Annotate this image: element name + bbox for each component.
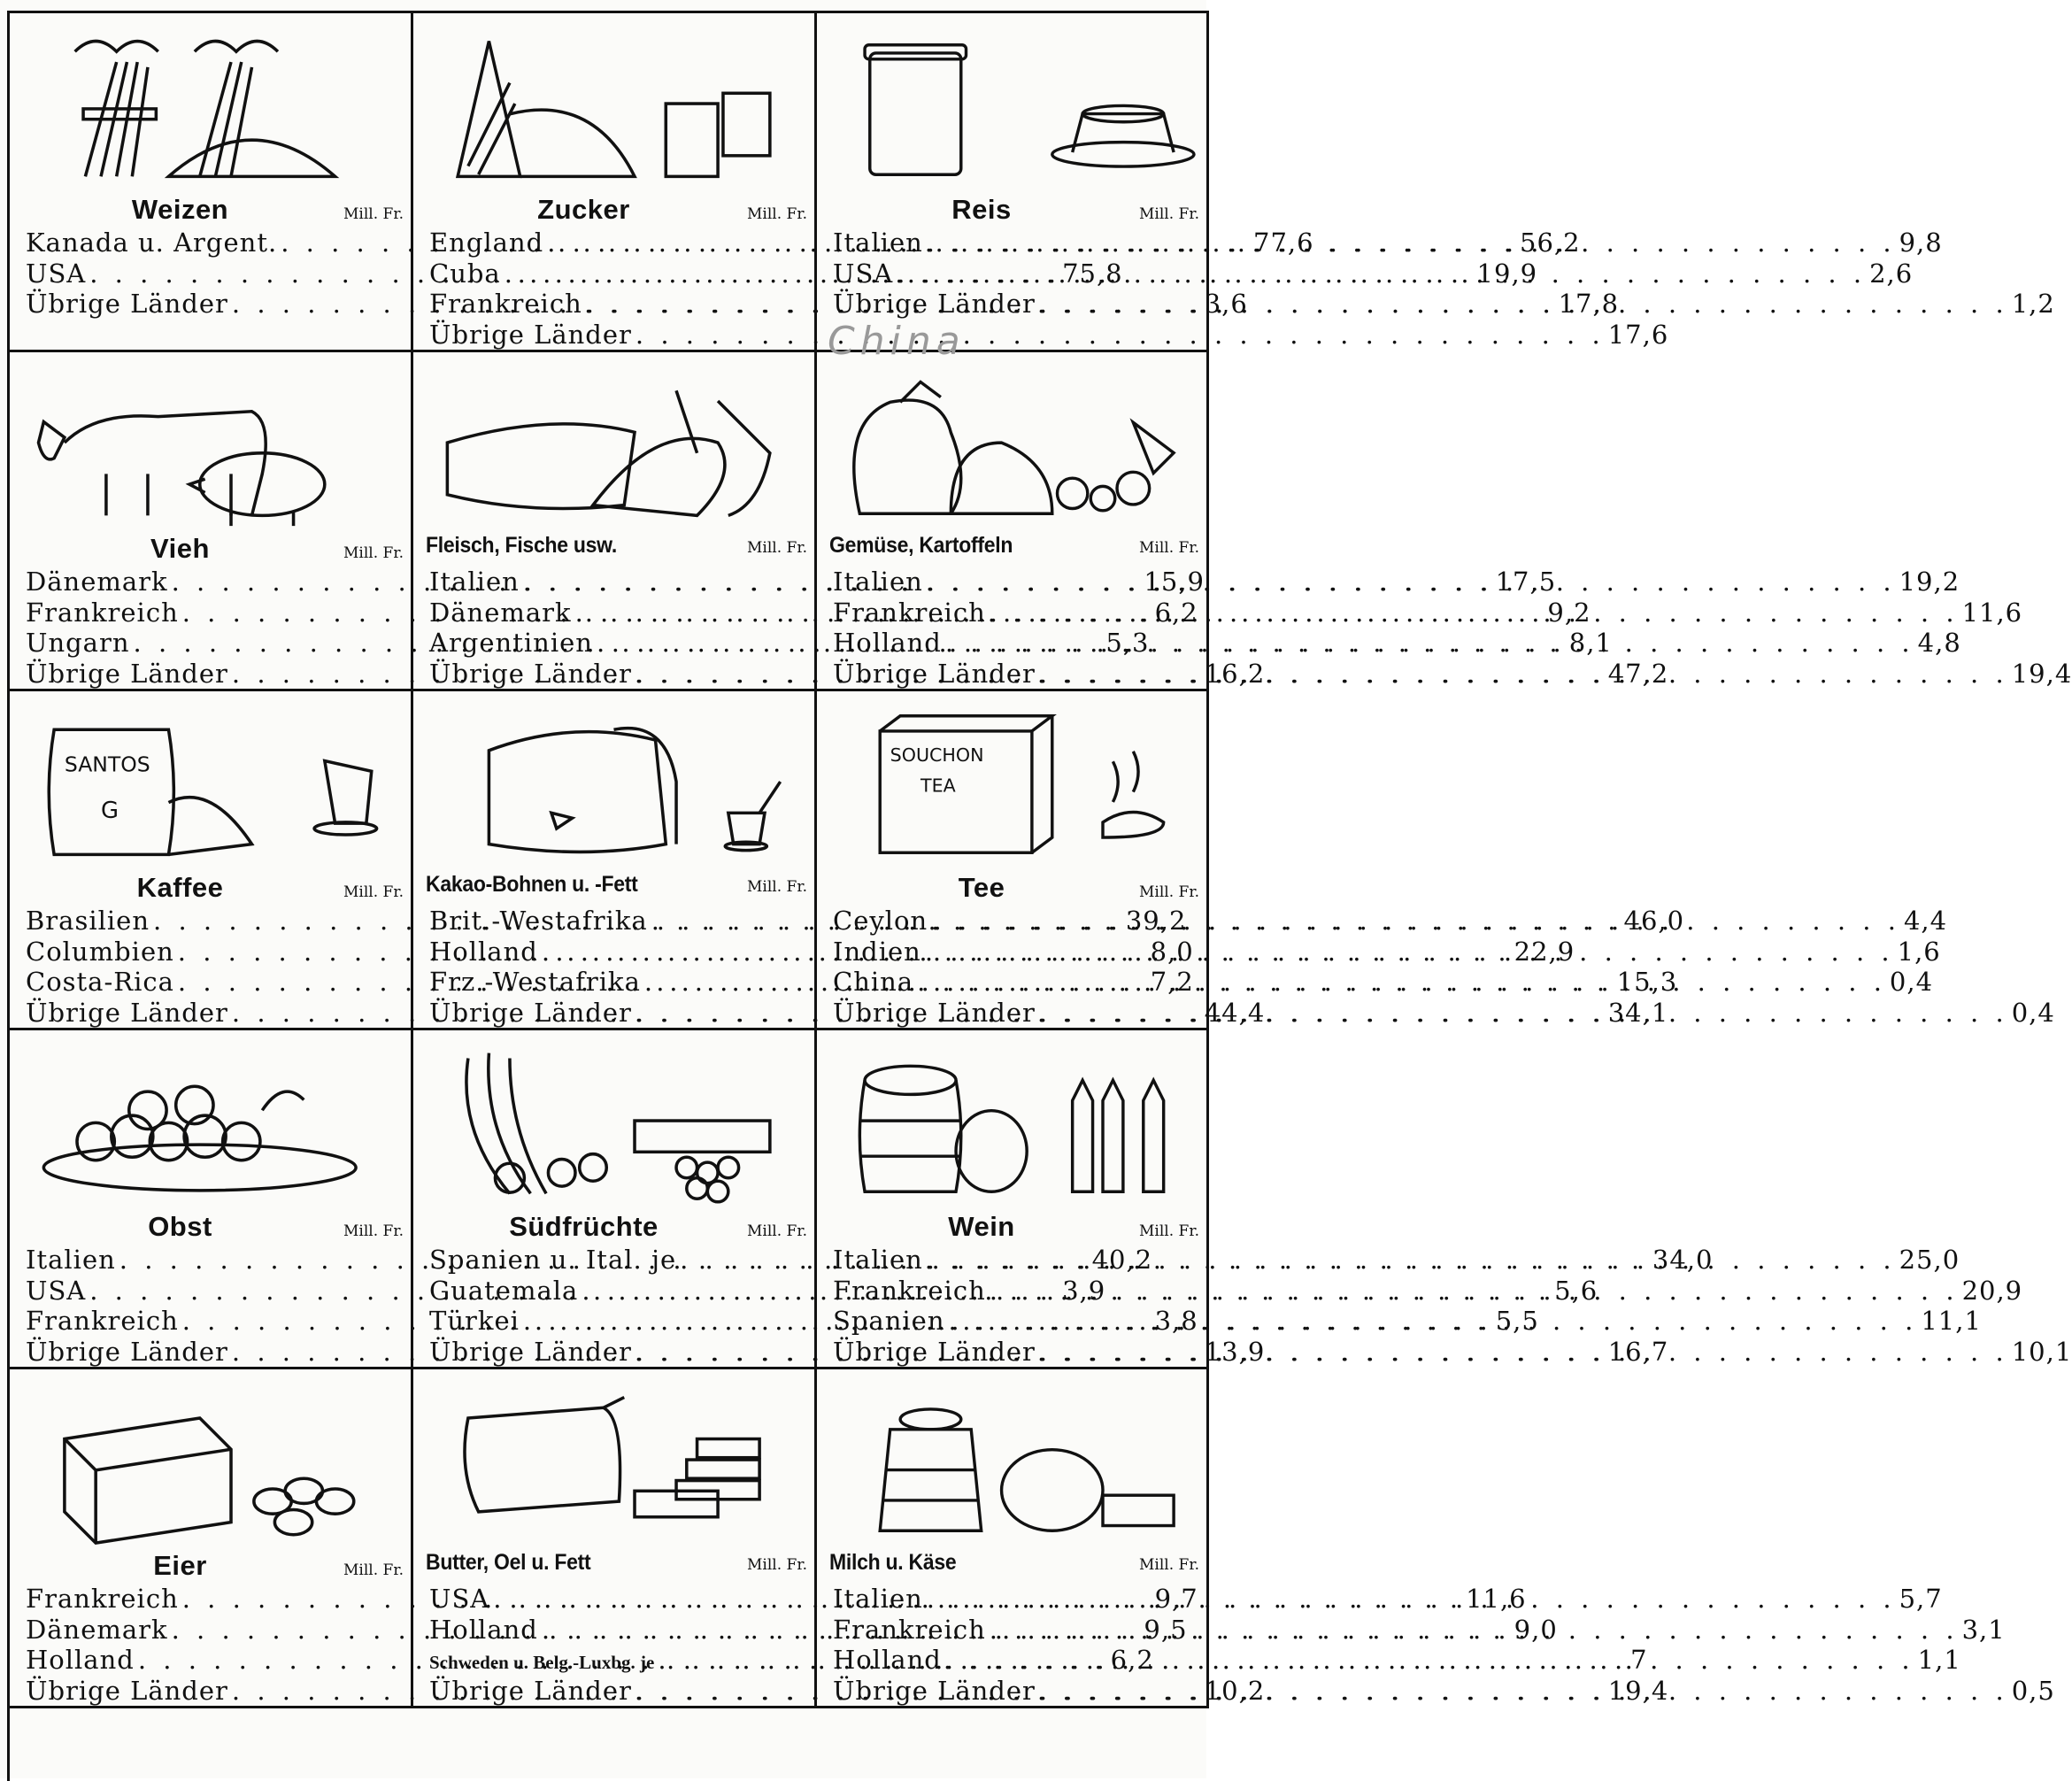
country-name: Italien xyxy=(833,227,923,258)
country-name: Spanien xyxy=(833,1306,945,1336)
country-row xyxy=(26,997,1266,1029)
unit-label: Mill. Fr. xyxy=(747,1556,807,1574)
bananas-grapes-icon xyxy=(413,1030,814,1209)
leader-dots xyxy=(925,937,1894,967)
import-value: 16,2 xyxy=(1204,658,1266,689)
country-name: Übrige Länder xyxy=(26,658,228,689)
import-value: 11,6 xyxy=(1961,597,2023,628)
commodity-header xyxy=(413,194,814,227)
country-name: Frankreich xyxy=(26,1584,179,1614)
vegetables-sack-icon xyxy=(817,352,1206,531)
country-name: Argentinien xyxy=(429,628,593,658)
commodity-header xyxy=(413,1550,814,1584)
country-name: Übrige Länder xyxy=(26,1336,228,1367)
import-value: 0,5 xyxy=(2011,1675,2055,1706)
country-name: Frankreich xyxy=(833,1614,986,1645)
country-name: Columbien xyxy=(26,936,174,967)
country-name: Holland xyxy=(26,1645,135,1675)
country-name: Schweden u. Belg.-Luxbg. je xyxy=(429,1652,655,1673)
commodity-header xyxy=(817,1211,1206,1245)
country-row xyxy=(26,1336,1266,1368)
import-value: 4,4 xyxy=(1903,906,1948,936)
svg-text:SANTOS: SANTOS xyxy=(64,752,150,777)
country-name: Kanada u. Argent. xyxy=(26,227,278,258)
import-value: 34,1 xyxy=(1607,997,1669,1028)
country-name: Übrige Länder xyxy=(26,289,228,319)
country-name: Übrige Länder xyxy=(833,289,1036,319)
import-value: 0,4 xyxy=(1889,967,1934,997)
country-name: Guatemala xyxy=(429,1275,579,1306)
leader-dots xyxy=(1039,659,2008,689)
commodity-header xyxy=(817,533,1206,567)
import-value: 7,2 xyxy=(1150,967,1194,997)
leader-dots xyxy=(927,1584,1896,1614)
country-name: Türkei xyxy=(429,1306,520,1336)
commodity-header xyxy=(10,872,411,906)
import-value: 4,8 xyxy=(1917,628,1961,658)
country-name: Übrige Länder xyxy=(429,1675,632,1706)
leader-dots xyxy=(945,1645,1914,1675)
country-name: Übrige Länder xyxy=(429,997,632,1028)
unit-label: Mill. Fr. xyxy=(747,878,807,896)
import-value: 40,2 xyxy=(1091,1245,1153,1275)
country-name: Übrige Länder xyxy=(833,997,1036,1028)
unit-label: Mill. Fr. xyxy=(343,1561,404,1579)
import-value: 47,2 xyxy=(1607,658,1669,689)
cocoa-sack-icon xyxy=(413,691,814,870)
country-name: Ceylon xyxy=(833,906,928,936)
import-value: 19,4 xyxy=(1607,1675,1669,1706)
leader-dots xyxy=(897,258,1866,289)
import-value: 5,6 xyxy=(1554,1275,1598,1306)
import-value: 34,0 xyxy=(1652,1245,1714,1275)
country-name: Übrige Länder xyxy=(833,1336,1036,1367)
country-name: USA xyxy=(26,1275,87,1306)
import-value: 75,8 xyxy=(1062,258,1123,289)
country-name: USA xyxy=(26,258,87,289)
import-value: 20,9 xyxy=(1961,1275,2023,1306)
country-name: Costa-Rica xyxy=(26,967,174,997)
import-value: 17,5 xyxy=(1495,567,1557,597)
import-value: 8,1 xyxy=(1568,628,1613,658)
country-name: USA xyxy=(429,1584,490,1614)
wheat-sheaves-icon xyxy=(10,13,411,192)
commodity-header xyxy=(10,1550,411,1584)
commodity-title: Südfrüchte xyxy=(509,1211,659,1242)
import-value: 1,1 xyxy=(1917,1645,1961,1675)
commodity-title: Milch u. Käse xyxy=(829,1550,957,1575)
country-name: Italien xyxy=(26,1245,116,1275)
import-value: 3,9 xyxy=(1062,1275,1106,1306)
leader-dots xyxy=(927,1245,1896,1275)
import-value: 10,1 xyxy=(2011,1336,2072,1367)
commodity-header xyxy=(10,533,411,567)
unit-label: Mill. Fr. xyxy=(1139,1222,1199,1240)
rice-tin-icon xyxy=(817,13,1206,192)
import-value: 2,6 xyxy=(1869,258,1914,289)
import-value: 0,4 xyxy=(2011,997,2055,1028)
leader-dots xyxy=(990,1615,1959,1645)
country-name: Frankreich xyxy=(833,597,986,628)
country-name: Dänemark xyxy=(429,597,572,628)
import-value: 7 xyxy=(1630,1645,1648,1675)
commodity-header xyxy=(10,194,411,227)
meat-fish-icon xyxy=(413,352,814,531)
leader-dots xyxy=(931,906,1900,936)
country-name: Frz.-Westafrika xyxy=(429,967,641,997)
country-name: Frankreich xyxy=(26,597,179,628)
commodity-grid xyxy=(7,11,2072,1781)
country-name: Cuba xyxy=(429,258,501,289)
commodity-title: Obst xyxy=(148,1211,212,1242)
country-name: Brasilien xyxy=(26,906,150,936)
leader-dots xyxy=(1039,998,2008,1028)
unit-label: Mill. Fr. xyxy=(1139,205,1199,223)
import-value: 11,6 xyxy=(1466,1584,1527,1614)
country-name: Italien xyxy=(833,1584,923,1614)
import-value: 16,7 xyxy=(1607,1336,1669,1367)
import-value: 25,0 xyxy=(1899,1245,1960,1275)
commodity-header xyxy=(413,1211,814,1245)
commodity-title: Wein xyxy=(948,1211,1015,1242)
commodity-title: Kaffee xyxy=(136,872,224,903)
leader-dots xyxy=(945,628,1914,658)
country-name: Übrige Länder xyxy=(429,319,632,350)
commodity-title: Zucker xyxy=(537,194,630,225)
country-name: Übrige Länder xyxy=(429,1336,632,1367)
country-row xyxy=(26,1675,1266,1707)
leader-dots xyxy=(1039,289,2008,319)
commodity-header xyxy=(413,533,814,567)
import-value: 9,8 xyxy=(1899,227,1943,258)
country-name: Spanien u. Ital. je xyxy=(429,1245,677,1275)
country-name: England xyxy=(429,227,544,258)
butter-block-icon xyxy=(413,1369,814,1548)
import-value: 1,6 xyxy=(1897,936,1941,967)
import-value: 46,0 xyxy=(1623,906,1685,936)
milk-can-cheese-icon xyxy=(817,1369,1206,1548)
import-value: 10,2 xyxy=(1204,1675,1266,1706)
country-name: Indien xyxy=(833,936,921,967)
coffee-sack-icon xyxy=(10,691,411,870)
import-value: 3,6 xyxy=(1204,289,1248,319)
import-value: 15,9 xyxy=(1144,567,1205,597)
import-value: 5,7 xyxy=(1899,1584,1943,1614)
country-name: Dänemark xyxy=(26,1614,168,1645)
tea-chest-icon xyxy=(817,691,1206,870)
country-name: Frankreich xyxy=(429,289,582,319)
import-value: 13,9 xyxy=(1204,1336,1266,1367)
unit-label: Mill. Fr. xyxy=(747,205,807,223)
fruit-bowl-icon xyxy=(10,1030,411,1209)
import-value: 19,4 xyxy=(2011,658,2072,689)
cattle-pig-icon xyxy=(10,352,411,531)
leader-dots xyxy=(1039,1676,2008,1706)
import-value: 19,9 xyxy=(1476,258,1538,289)
commodity-header xyxy=(817,872,1206,906)
country-name: Holland xyxy=(833,628,942,658)
unit-label: Mill. Fr. xyxy=(343,1222,404,1240)
unit-label: Mill. Fr. xyxy=(343,544,404,562)
leader-dots xyxy=(927,227,1896,258)
country-name: Übrige Länder xyxy=(833,658,1036,689)
country-name: Übrige Länder xyxy=(429,658,632,689)
svg-text:SOUCHON: SOUCHON xyxy=(890,744,984,767)
country-name: Übrige Länder xyxy=(26,997,228,1028)
country-row xyxy=(833,1645,1961,1676)
country-name: Italien xyxy=(833,567,923,597)
unit-label: Mill. Fr. xyxy=(343,883,404,901)
country-name: Frankreich xyxy=(833,1275,986,1306)
leader-dots xyxy=(927,567,1896,597)
unit-label: Mill. Fr. xyxy=(747,1222,807,1240)
svg-text:G: G xyxy=(101,798,119,825)
country-name: Holland xyxy=(833,1645,942,1675)
import-value: 22,9 xyxy=(1514,936,1575,967)
country-name: Ungarn xyxy=(26,628,130,658)
unit-label: Mill. Fr. xyxy=(1139,1556,1199,1574)
commodity-title: Fleisch, Fische usw. xyxy=(426,533,618,558)
import-value: 44,4 xyxy=(1204,997,1266,1028)
import-value: 6,2 xyxy=(1154,597,1198,628)
import-value: 5,3 xyxy=(1105,628,1150,658)
commodity-title: Weizen xyxy=(131,194,229,225)
sugar-loaf-icon xyxy=(413,13,814,192)
import-value: 17,8 xyxy=(1558,289,1620,319)
import-value: 77,6 xyxy=(1253,227,1314,258)
leader-dots xyxy=(949,1306,1918,1336)
svg-text:TEA: TEA xyxy=(920,775,956,797)
country-name: Frankreich xyxy=(26,1306,179,1336)
import-value: 15,3 xyxy=(1616,967,1678,997)
import-value: 1,2 xyxy=(2011,289,2055,319)
import-value: 9,7 xyxy=(1154,1584,1198,1614)
country-name: China xyxy=(833,967,914,997)
commodity-header xyxy=(817,1550,1206,1584)
country-name: Übrige Länder xyxy=(833,1675,1036,1706)
country-name: Holland xyxy=(429,1614,538,1645)
import-value: 8,0 xyxy=(1150,936,1194,967)
commodity-title: Gemüse, Kartoffeln xyxy=(829,533,1013,558)
unit-label: Mill. Fr. xyxy=(747,539,807,557)
unit-label: Mill. Fr. xyxy=(343,205,404,223)
import-value: 9,5 xyxy=(1144,1614,1188,1645)
commodity-header xyxy=(413,872,814,906)
import-value: 19,2 xyxy=(1899,567,1960,597)
commodity-title: Vieh xyxy=(150,533,210,564)
import-value: 9,2 xyxy=(1547,597,1591,628)
country-row xyxy=(26,658,1266,690)
unit-label: Mill. Fr. xyxy=(1139,539,1199,557)
commodity-title: Butter, Oel u. Fett xyxy=(426,1550,591,1575)
country-name: Holland xyxy=(429,936,538,967)
handwritten-note: China xyxy=(828,319,966,364)
import-value: 11,1 xyxy=(1921,1306,1982,1336)
commodity-title: Kakao-Bohnen u. -Fett xyxy=(426,872,638,897)
country-name: Italien xyxy=(429,567,520,597)
leader-dots xyxy=(990,1276,1959,1306)
commodity-header xyxy=(817,194,1206,227)
import-value: 9,0 xyxy=(1514,1614,1558,1645)
import-value: 39,2 xyxy=(1125,906,1187,936)
commodity-title: Eier xyxy=(153,1550,207,1581)
import-value: 6,2 xyxy=(1110,1645,1154,1675)
import-value: 17,6 xyxy=(1607,319,1669,350)
import-value: 3,1 xyxy=(1961,1614,2006,1645)
country-name: Brit.-Westafrika xyxy=(429,906,648,936)
unit-label: Mill. Fr. xyxy=(1139,883,1199,901)
commodity-header xyxy=(10,1211,411,1245)
country-name: Dänemark xyxy=(26,567,168,597)
country-name: Italien xyxy=(833,1245,923,1275)
import-value: 3,8 xyxy=(1154,1306,1198,1336)
commodity-title: Tee xyxy=(958,872,1005,903)
leader-dots xyxy=(990,598,1959,628)
leader-dots xyxy=(1039,1337,2008,1367)
leader-dots xyxy=(917,967,1886,997)
country-name: Übrige Länder xyxy=(26,1675,228,1706)
import-value: 5,5 xyxy=(1495,1306,1539,1336)
commodity-title: Reis xyxy=(951,194,1012,225)
import-value: 56,2 xyxy=(1520,227,1581,258)
egg-crate-icon xyxy=(10,1369,411,1548)
wine-barrel-icon xyxy=(817,1030,1206,1209)
country-name: USA xyxy=(833,258,894,289)
